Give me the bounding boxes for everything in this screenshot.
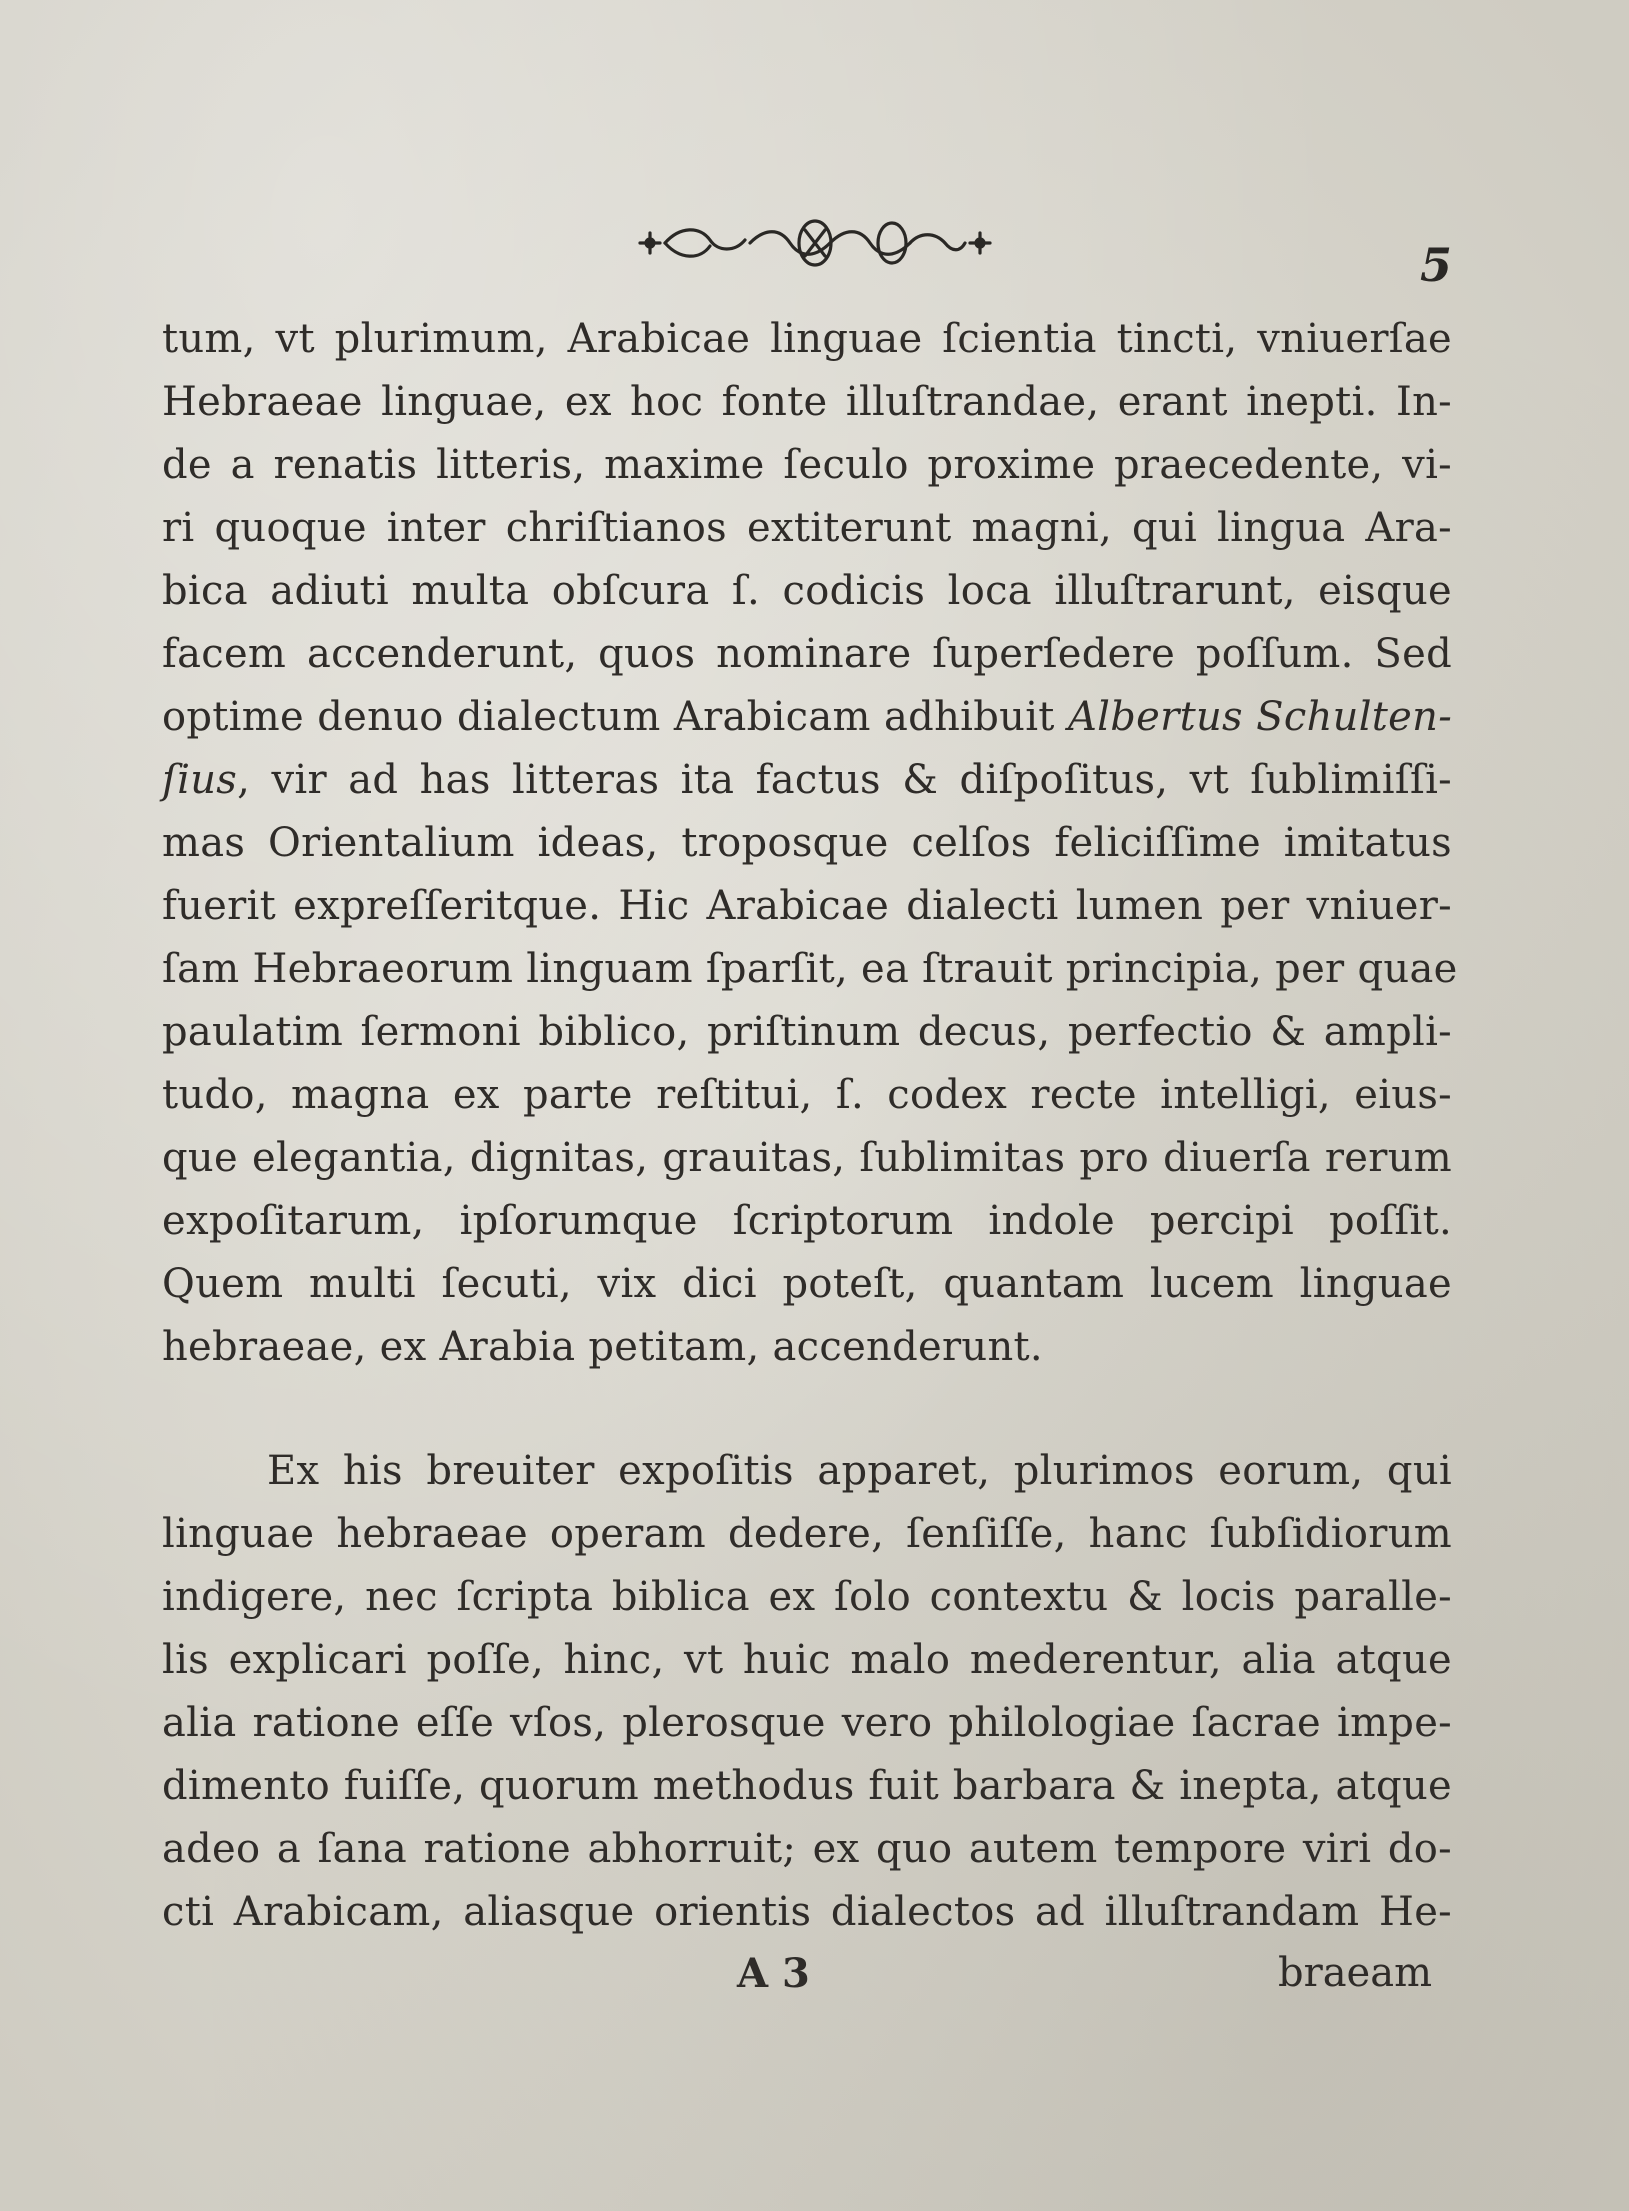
text-line: linguae hebraeae operam dedere, ſenſiſſe, hanc ſubſidiorum [162, 1511, 1452, 1557]
text-line: expoſitarum, ipſorumque ſcriptorum indole percipi poſſit. [162, 1198, 1452, 1244]
text-line: cti Arabicam, aliasque orientis dialectos ad illuſtrandam He- [162, 1889, 1452, 1935]
author-name: Albertus Schulten- [1068, 694, 1453, 740]
text-line: de a renatis litteris, maxime ſeculo proxime praecedente, vi- [162, 442, 1452, 488]
text-line: indigere, nec ſcripta biblica ex ſolo contextu & locis paralle- [162, 1574, 1452, 1620]
page-footer [162, 1950, 1452, 2010]
text-line: que elegantia, dignitas, grauitas, ſublimitas pro diuerſa rerum [162, 1135, 1452, 1181]
text-line [162, 749, 1452, 812]
text-run: optime denuo dialectum Arabicam adhibuit [162, 694, 1055, 740]
text-line: ſam Hebraeorum linguam ſparſit, ea ſtrauit principia, per quae [162, 946, 1458, 992]
text-line: bica adiuti multa obſcura ſ. codicis loca illuſtrarunt, eisque [162, 568, 1452, 614]
signature-mark: A 3 [737, 1950, 810, 1997]
text-line [162, 686, 1452, 749]
text-line: paulatim ſermoni biblico, priſtinum decus, perfectio & ampli- [162, 1009, 1452, 1055]
text-line: tudo, magna ex parte reſtitui, ſ. codex recte intelligi, eius- [162, 1072, 1452, 1118]
text-line: alia ratione eſſe vſos, plerosque vero philologiae ſacrae impe- [162, 1700, 1452, 1746]
text-line: facem accenderunt, quos nominare ſuperſedere poſſum. Sed [162, 631, 1452, 677]
text-line: mas Orientalium ideas, troposque celſos feliciſſime imitatus [162, 820, 1452, 866]
catchword: braeam [1277, 1950, 1432, 1996]
author-name-continued: ſius [162, 757, 238, 803]
text-line: dimento fuiſſe, quorum methodus fuit barbara & inepta, atque [162, 1763, 1452, 1809]
paragraph-2 [162, 1440, 1452, 1944]
text-line: tum, vt plurimum, Arabicae linguae ſcientia tincti, vniuerſae [162, 316, 1452, 362]
text-line: adeo a ſana ratione abhorruit; ex quo autem tempore viri do- [162, 1826, 1452, 1872]
text-line: fuerit expreſſeritque. Hic Arabicae dialecti lumen per vniuer- [162, 883, 1452, 929]
text-line: Quem multi ſecuti, vix dici poteſt, quantam lucem linguae [162, 1261, 1452, 1307]
text-line: Ex his breuiter expoſitis apparet, plurimos eorum, qui [267, 1448, 1452, 1494]
text-line: Hebraeae linguae, ex hoc fonte illuſtrandae, erant inepti. In- [162, 379, 1452, 425]
page-number: 5 [1420, 238, 1453, 292]
printer-ornament-icon [630, 208, 1000, 278]
paragraph-1 [162, 308, 1458, 1379]
text-line: ri quoque inter chriſtianos extiterunt magni, qui lingua Ara- [162, 505, 1452, 551]
text-line: lis explicari poſſe, hinc, vt huic malo mederentur, alia atque [162, 1637, 1452, 1683]
text-line: hebraeae, ex Arabia petitam, accenderunt. [162, 1324, 1043, 1370]
text-run: , vir ad has litteras ita factus & diſpoſitus, vt ſublimiſſi- [237, 757, 1452, 803]
